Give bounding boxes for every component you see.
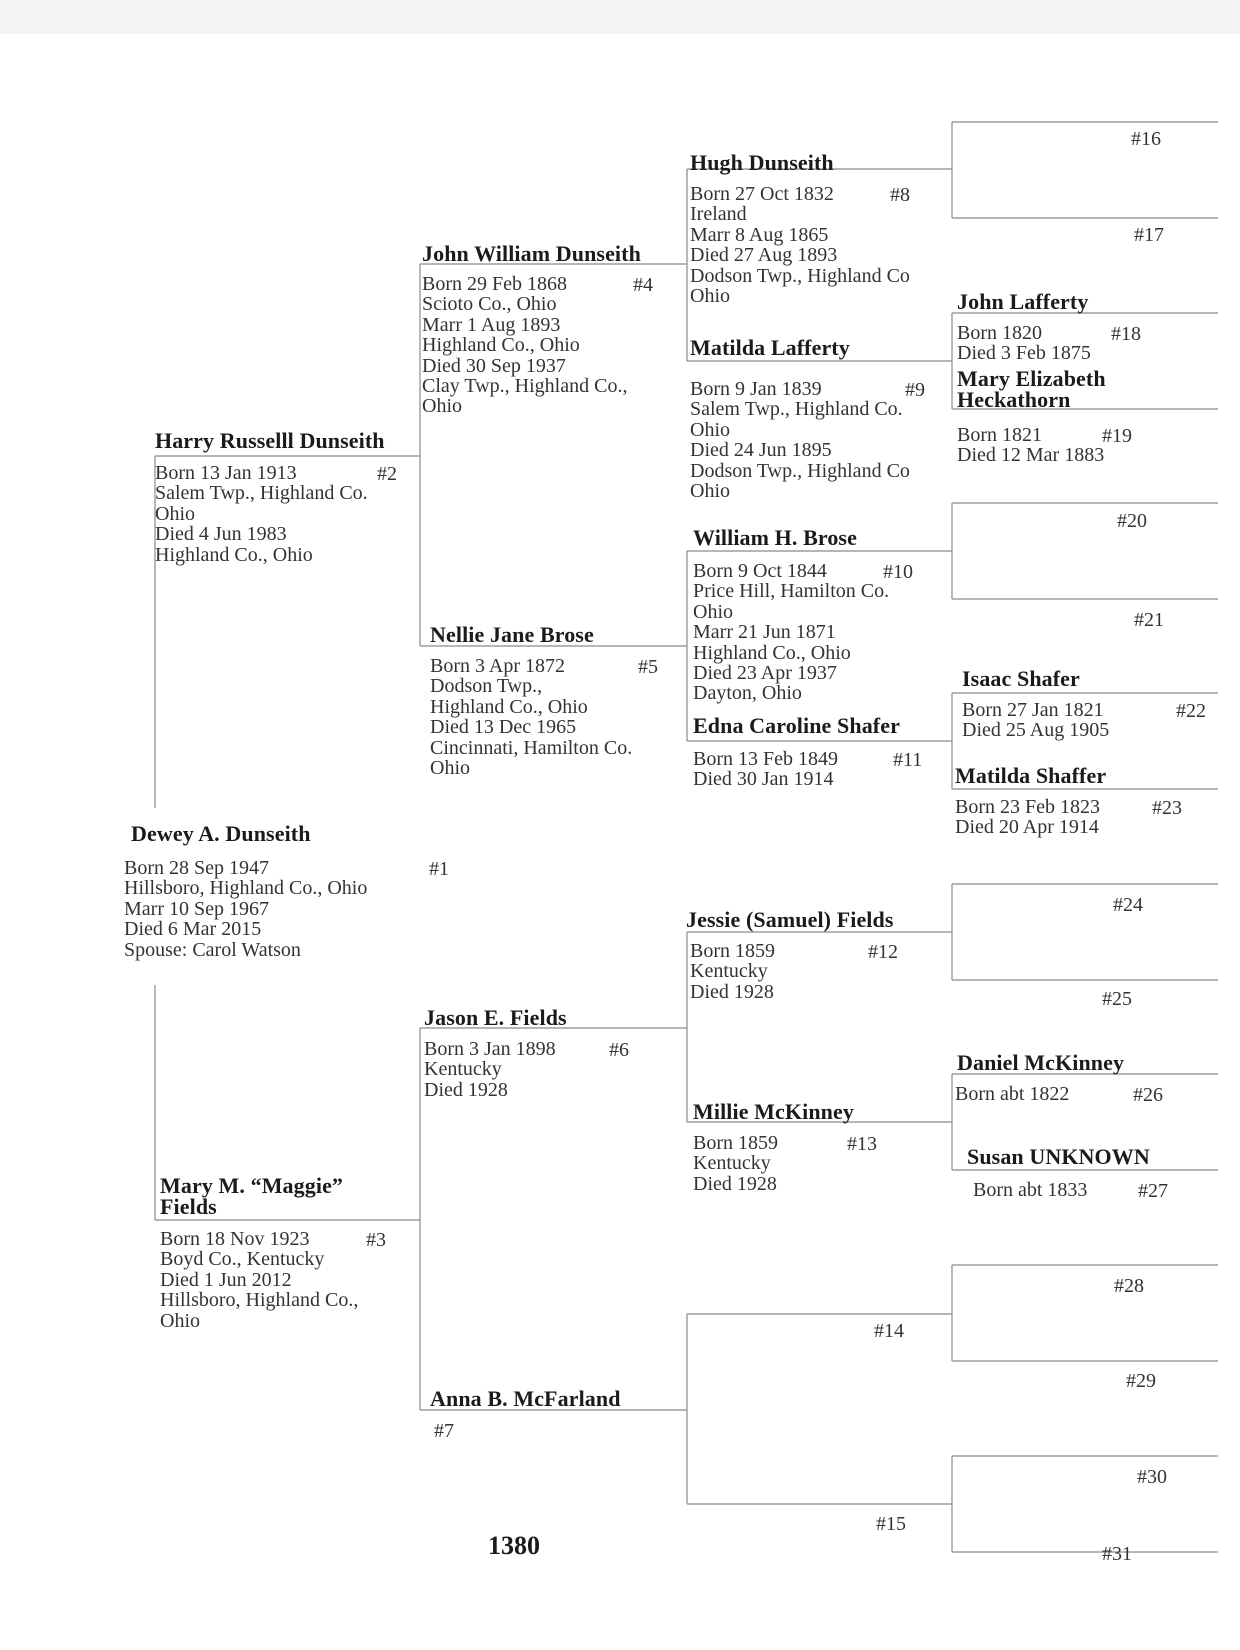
person-18-number: #18 bbox=[1111, 323, 1141, 345]
person-1-born-place: Hillsboro, Highland Co., Ohio bbox=[124, 877, 368, 900]
person-10-died: Died 23 Apr 1937 bbox=[693, 662, 837, 685]
person-29-number: #29 bbox=[1126, 1370, 1156, 1392]
person-22-number: #22 bbox=[1176, 700, 1206, 722]
person-13-details bbox=[693, 1133, 778, 1194]
person-8-number: #8 bbox=[890, 184, 910, 206]
person-10-married-place: Highland Co., Ohio bbox=[693, 641, 851, 664]
person-1-number: #1 bbox=[429, 858, 449, 880]
person-28-number: #28 bbox=[1114, 1275, 1144, 1297]
person-19-born: Born 1821 bbox=[957, 424, 1042, 446]
person-13-born: Born 1859 bbox=[693, 1132, 778, 1154]
person-2-name: Harry Russelll Dunseith bbox=[155, 428, 385, 453]
person-3-born: Born 18 Nov 1923 bbox=[160, 1228, 310, 1250]
person-6-born-place: Kentucky bbox=[424, 1058, 502, 1081]
person-4-details bbox=[422, 274, 627, 417]
person-13-number: #13 bbox=[847, 1133, 877, 1155]
person-15-number: #15 bbox=[876, 1513, 906, 1535]
person-24-number: #24 bbox=[1113, 894, 1143, 916]
person-10-died-place: Dayton, Ohio bbox=[693, 682, 802, 705]
person-12-name: Jessie (Samuel) Fields bbox=[686, 907, 894, 932]
person-9-details bbox=[690, 379, 910, 501]
person-18-details bbox=[957, 323, 1091, 364]
person-9-number: #9 bbox=[905, 379, 925, 401]
person-18-born: Born 1820 bbox=[957, 322, 1042, 344]
person-5-died-place-2: Ohio bbox=[430, 757, 470, 780]
person-1-details bbox=[124, 858, 367, 960]
person-16-number: #16 bbox=[1131, 128, 1161, 150]
person-10-details bbox=[693, 561, 889, 704]
person-5-name: Nellie Jane Brose bbox=[430, 622, 594, 647]
person-9-born: Born 9 Jan 1839 bbox=[690, 378, 822, 400]
person-8-died-place-2: Ohio bbox=[690, 285, 730, 308]
person-6-name: Jason E. Fields bbox=[424, 1005, 567, 1030]
person-26-details bbox=[955, 1084, 1069, 1104]
person-1-spouse: Spouse: Carol Watson bbox=[124, 938, 301, 961]
person-10-married: Marr 21 Jun 1871 bbox=[693, 621, 836, 644]
person-11-name: Edna Caroline Shafer bbox=[693, 713, 900, 738]
person-5-born-place: Dodson Twp., bbox=[430, 675, 543, 698]
person-9-died: Died 24 Jun 1895 bbox=[690, 439, 832, 462]
person-5-details bbox=[430, 656, 632, 778]
person-5-died-place: Cincinnati, Hamilton Co. bbox=[430, 736, 633, 759]
person-23-died: Died 20 Apr 1914 bbox=[955, 816, 1099, 839]
person-4-name: John William Dunseith bbox=[422, 241, 641, 266]
person-3-died-place-2: Ohio bbox=[160, 1309, 200, 1332]
person-8-married: Marr 8 Aug 1865 bbox=[690, 223, 829, 246]
person-19-details bbox=[957, 425, 1104, 466]
person-19-died: Died 12 Mar 1883 bbox=[957, 444, 1105, 467]
person-13-died: Died 1928 bbox=[693, 1172, 777, 1195]
person-22-born: Born 27 Jan 1821 bbox=[962, 699, 1104, 721]
person-26-number: #26 bbox=[1133, 1084, 1163, 1106]
person-7-number: #7 bbox=[434, 1420, 454, 1442]
person-6-number: #6 bbox=[609, 1039, 629, 1061]
person-1-born: Born 28 Sep 1947 bbox=[124, 857, 269, 879]
person-8-details bbox=[690, 184, 910, 306]
person-2-details bbox=[155, 463, 368, 565]
person-3-born-place: Boyd Co., Kentucky bbox=[160, 1248, 325, 1271]
person-10-born-place: Price Hill, Hamilton Co. bbox=[693, 580, 890, 603]
person-23-details bbox=[955, 797, 1100, 838]
person-8-name: Hugh Dunseith bbox=[690, 150, 834, 175]
person-4-born: Born 29 Feb 1868 bbox=[422, 273, 567, 295]
person-10-number: #10 bbox=[883, 561, 913, 583]
person-22-died: Died 25 Aug 1905 bbox=[962, 719, 1110, 742]
person-13-born-place: Kentucky bbox=[693, 1152, 771, 1175]
person-8-died: Died 27 Aug 1893 bbox=[690, 244, 838, 267]
person-4-died-place: Clay Twp., Highland Co., bbox=[422, 375, 628, 398]
person-23-name: Matilda Shaffer bbox=[955, 763, 1107, 788]
person-21-number: #21 bbox=[1134, 609, 1164, 631]
person-10-name: William H. Brose bbox=[693, 525, 857, 550]
person-11-number: #11 bbox=[893, 749, 923, 771]
person-22-details bbox=[962, 700, 1109, 741]
person-10-born-place-2: Ohio bbox=[693, 600, 733, 623]
person-12-born-place: Kentucky bbox=[690, 960, 768, 983]
person-9-died-place-2: Ohio bbox=[690, 480, 730, 503]
person-11-died: Died 30 Jan 1914 bbox=[693, 768, 834, 791]
person-30-number: #30 bbox=[1137, 1466, 1167, 1488]
person-2-died-place: Highland Co., Ohio bbox=[155, 543, 313, 566]
person-3-number: #3 bbox=[366, 1229, 386, 1251]
person-26-born: Born abt 1822 bbox=[955, 1083, 1070, 1105]
person-2-number: #2 bbox=[377, 463, 397, 485]
person-22-name: Isaac Shafer bbox=[962, 666, 1080, 691]
person-4-died-place-2: Ohio bbox=[422, 395, 462, 418]
person-4-number: #4 bbox=[633, 274, 653, 296]
person-5-born-place-2: Highland Co., Ohio bbox=[430, 695, 588, 718]
person-9-born-place-2: Ohio bbox=[690, 418, 730, 441]
page-number: 1380 bbox=[488, 1531, 540, 1560]
person-4-married-place: Highland Co., Ohio bbox=[422, 334, 580, 357]
person-2-born-place: Salem Twp., Highland Co. bbox=[155, 482, 368, 505]
person-27-born: Born abt 1833 bbox=[973, 1179, 1088, 1201]
person-9-died-place: Dodson Twp., Highland Co bbox=[690, 459, 910, 482]
person-12-born: Born 1859 bbox=[690, 940, 775, 962]
person-6-born: Born 3 Jan 1898 bbox=[424, 1038, 556, 1060]
person-1-died: Died 6 Mar 2015 bbox=[124, 918, 262, 941]
person-9-name: Matilda Lafferty bbox=[690, 335, 850, 360]
person-25-number: #25 bbox=[1102, 988, 1132, 1010]
person-4-died: Died 30 Sep 1937 bbox=[422, 354, 566, 377]
person-3-died: Died 1 Jun 2012 bbox=[160, 1268, 292, 1291]
person-20-number: #20 bbox=[1117, 510, 1147, 532]
person-6-details bbox=[424, 1039, 556, 1100]
person-5-died: Died 13 Dec 1965 bbox=[430, 716, 577, 739]
person-10-born: Born 9 Oct 1844 bbox=[693, 560, 827, 582]
person-12-number: #12 bbox=[868, 941, 898, 963]
person-12-details bbox=[690, 941, 775, 1002]
person-18-died: Died 3 Feb 1875 bbox=[957, 342, 1091, 365]
person-14-number: #14 bbox=[874, 1320, 904, 1342]
person-3-died-place: Hillsboro, Highland Co., bbox=[160, 1289, 359, 1312]
person-2-died: Died 4 Jun 1983 bbox=[155, 523, 287, 546]
person-2-born: Born 13 Jan 1913 bbox=[155, 462, 297, 484]
person-4-married: Marr 1 Aug 1893 bbox=[422, 313, 561, 336]
person-19-name: Mary Elizabeth Heckathorn bbox=[957, 366, 1106, 412]
person-12-died: Died 1928 bbox=[690, 980, 774, 1003]
person-11-born: Born 13 Feb 1849 bbox=[693, 748, 838, 770]
person-18-name: John Lafferty bbox=[957, 289, 1089, 314]
person-23-born: Born 23 Feb 1823 bbox=[955, 796, 1100, 818]
person-26-name: Daniel McKinney bbox=[957, 1050, 1125, 1075]
person-27-name: Susan UNKNOWN bbox=[967, 1144, 1150, 1169]
person-3-name: Mary M. “Maggie” Fields bbox=[160, 1173, 344, 1219]
person-27-details bbox=[973, 1180, 1087, 1200]
person-23-number: #23 bbox=[1152, 797, 1182, 819]
person-17-number: #17 bbox=[1134, 224, 1164, 246]
person-13-name: Millie McKinney bbox=[693, 1099, 854, 1124]
person-19-number: #19 bbox=[1102, 425, 1132, 447]
person-9-born-place: Salem Twp., Highland Co. bbox=[690, 398, 903, 421]
person-8-born-place: Ireland bbox=[690, 203, 747, 226]
person-27-number: #27 bbox=[1138, 1180, 1168, 1202]
person-2-born-place-2: Ohio bbox=[155, 502, 195, 525]
person-1-name: Dewey A. Dunseith bbox=[131, 821, 311, 846]
person-1-married: Marr 10 Sep 1967 bbox=[124, 897, 269, 920]
person-31-number: #31 bbox=[1102, 1543, 1132, 1565]
person-5-born: Born 3 Apr 1872 bbox=[430, 655, 565, 677]
person-5-number: #5 bbox=[638, 656, 658, 678]
person-4-born-place: Scioto Co., Ohio bbox=[422, 293, 557, 316]
person-3-details bbox=[160, 1229, 358, 1331]
person-7-name: Anna B. McFarland bbox=[430, 1386, 621, 1411]
person-8-died-place: Dodson Twp., Highland Co bbox=[690, 264, 910, 287]
person-11-details bbox=[693, 749, 838, 790]
person-8-born: Born 27 Oct 1832 bbox=[690, 183, 834, 205]
person-6-died: Died 1928 bbox=[424, 1078, 508, 1101]
